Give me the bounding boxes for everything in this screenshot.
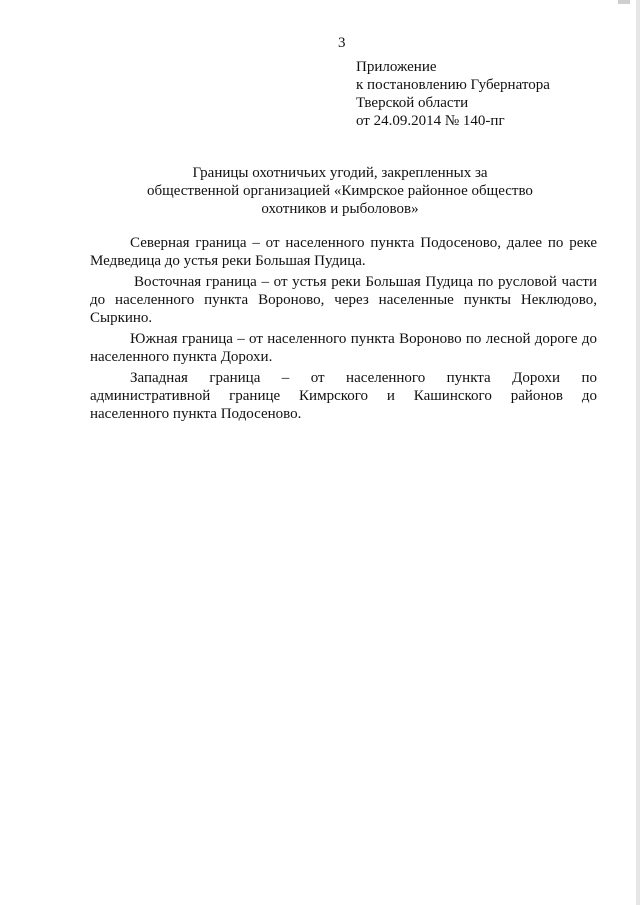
south-line-1: Южная граница – от населенного пункта Вороново по лесной дороге до xyxy=(130,331,597,347)
east-line-2: до населенного пункта Вороново, через населенные пункты Неклюдово, xyxy=(90,292,597,308)
west-line-1: Западная граница – от населенного пункта Дорохи по xyxy=(130,370,597,386)
title-line-1: Границы охотничьих угодий, закрепленных за xyxy=(192,165,488,181)
appendix-line-4: от 24.09.2014 № 140-пг xyxy=(356,113,505,129)
east-line-3: Сыркино. xyxy=(90,310,153,326)
paragraph-west xyxy=(90,369,597,423)
appendix-line-3: Тверской области xyxy=(356,95,469,111)
title-line-2: общественной организацией «Кимрское районное общество xyxy=(147,183,533,199)
paragraph-north xyxy=(90,234,597,270)
document-body xyxy=(90,234,597,423)
paragraph-east xyxy=(90,273,597,327)
scan-mark xyxy=(618,0,630,4)
appendix-block xyxy=(356,58,616,130)
east-line-1: Восточная граница – от устья реки Большая Пудица по русловой части xyxy=(134,274,597,290)
appendix-line-1: Приложение xyxy=(356,59,437,75)
page-edge xyxy=(636,0,640,905)
paragraph-south xyxy=(90,330,597,366)
north-line-2: Медведица до устья реки Большая Пудица. xyxy=(90,253,366,269)
south-line-2: населенного пункта Дорохи. xyxy=(90,349,273,365)
west-line-3: населенного пункта Подосеново. xyxy=(90,406,302,422)
appendix-line-2: к постановлению Губернатора xyxy=(356,77,550,93)
north-line-1: Северная граница – от населенного пункта Подосеново, далее по реке xyxy=(130,235,597,251)
title-line-3: охотников и рыболовов» xyxy=(261,201,419,217)
document-title xyxy=(120,164,560,218)
west-line-2: административной границе Кимрского и Кашинского районов до xyxy=(90,388,597,404)
page-number: 3 xyxy=(338,35,346,51)
